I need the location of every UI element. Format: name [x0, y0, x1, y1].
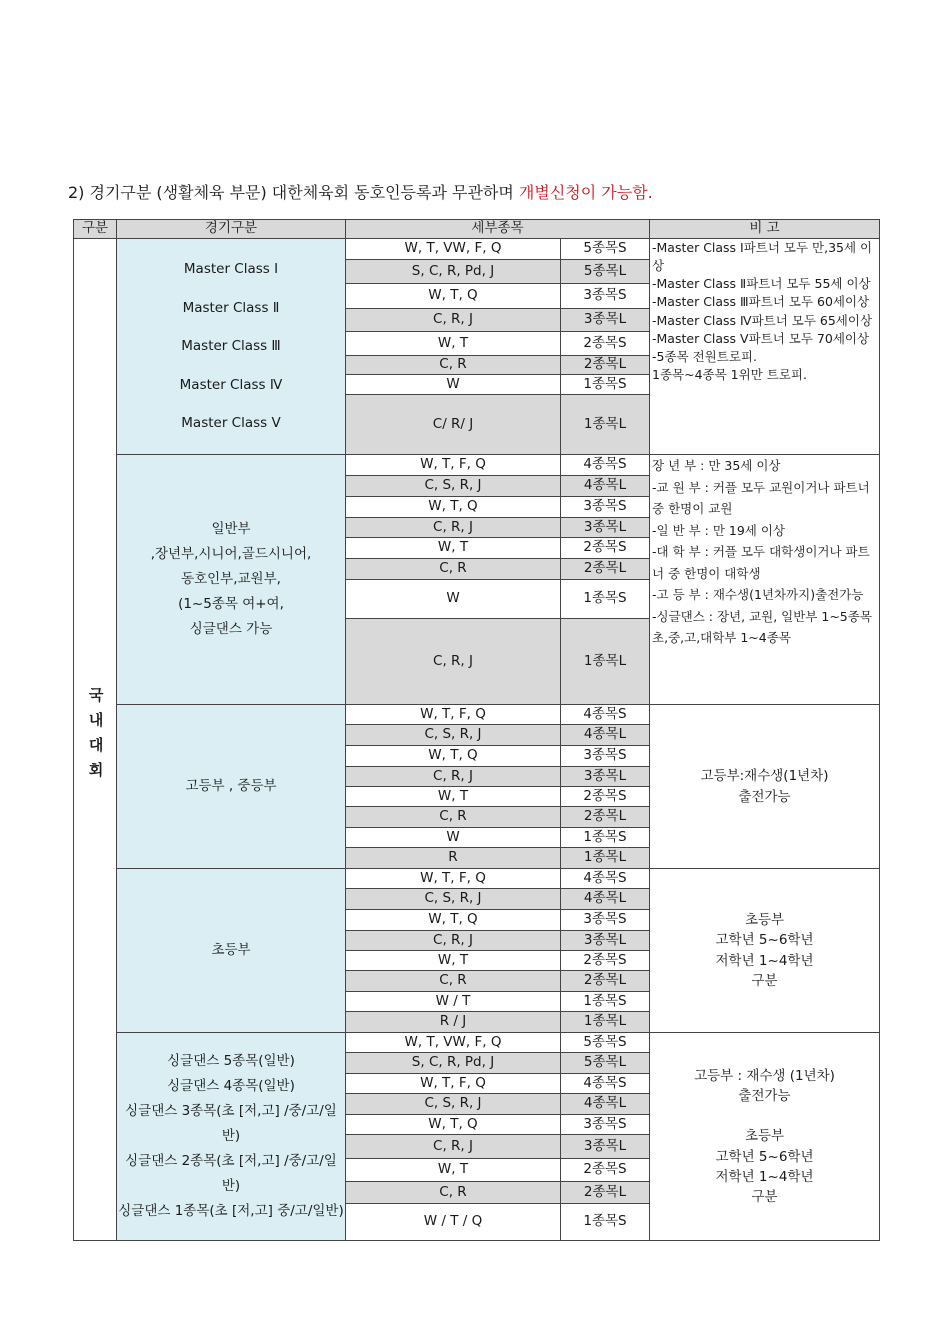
- category-cell: [74, 239, 117, 1241]
- remark-line: -Master Class Ⅲ파트너 모두 60세이상: [652, 294, 870, 310]
- category-label: 국내대회: [86, 687, 105, 788]
- count-cell: 3종목L: [561, 309, 650, 332]
- event-cell: W, T, VW, F, Q: [346, 1033, 561, 1053]
- event-cell: C, R, J: [346, 518, 561, 538]
- remark-line: 고등부 : 재수생 (1년차): [694, 1067, 835, 1084]
- event-cell: C, R: [346, 1182, 561, 1204]
- count-cell: 4종목S: [561, 705, 650, 725]
- count-cell: 2종목S: [561, 538, 650, 559]
- count-cell: 5종목S: [561, 239, 650, 260]
- division-label: 일반부: [211, 521, 251, 538]
- count-cell: 3종목S: [561, 284, 650, 309]
- remark-line: -Master Class Ⅴ파트너 모두 70세이상: [652, 330, 870, 346]
- section-heading: [68, 180, 653, 203]
- division-label: Master Class Ⅳ: [179, 376, 283, 393]
- count-cell: 4종목L: [561, 476, 650, 497]
- count-cell: 1종목L: [561, 848, 650, 869]
- division-cell: [117, 239, 346, 455]
- division-label: 싱글댄스 가능: [189, 620, 273, 637]
- remark-line: 고학년 5~6학년: [715, 932, 814, 949]
- table-row: [74, 1033, 880, 1053]
- event-cell: W, T, Q: [346, 1115, 561, 1135]
- division-label: (1~5종목 여+여,: [178, 595, 284, 612]
- remarks-cell: [650, 1033, 880, 1241]
- remark-line: 고학년 5~6학년: [715, 1148, 814, 1165]
- remark-line: 저학년 1~4학년: [715, 1168, 814, 1185]
- count-cell: 4종목S: [561, 455, 650, 476]
- count-cell: 1종목L: [561, 395, 650, 455]
- event-cell: C/ R/ J: [346, 395, 561, 455]
- event-cell: S, C, R, Pd, J: [346, 260, 561, 284]
- table-row: [74, 705, 880, 725]
- count-cell: 1종목S: [561, 992, 650, 1012]
- event-cell: W, T, Q: [346, 746, 561, 767]
- remark-line: 구분: [751, 1189, 778, 1205]
- event-cell: W, T: [346, 1159, 561, 1182]
- division-cell: [117, 869, 346, 1033]
- heading-highlight: 개별신청이 가능함.: [518, 183, 653, 202]
- table-row: [74, 239, 880, 260]
- spacer: [652, 1106, 877, 1126]
- count-cell: 1종목L: [561, 619, 650, 705]
- division-label: 동호인부,교원부,: [181, 571, 281, 588]
- event-cell: R: [346, 848, 561, 869]
- count-cell: 3종목S: [561, 497, 650, 518]
- division-label: Master Class Ⅲ: [181, 338, 281, 355]
- count-cell: 3종목S: [561, 1115, 650, 1135]
- table-row: [74, 869, 880, 889]
- remark-line: 출전가능: [738, 1088, 791, 1104]
- event-cell: C, S, R, J: [346, 725, 561, 746]
- event-cell: C, R, J: [346, 619, 561, 705]
- event-cell: W, T, F, Q: [346, 455, 561, 476]
- remark-line: 초등부: [744, 1128, 785, 1145]
- event-cell: C, R, J: [346, 309, 561, 332]
- event-cell: C, R: [346, 807, 561, 828]
- remark-line: 1종목~4종목 1위만 트로피.: [652, 366, 807, 382]
- event-cell: W: [346, 375, 561, 395]
- event-cell: W, T, Q: [346, 497, 561, 518]
- division-label: 싱글댄스 3종목(초 [저,고] /중/고/일반): [125, 1103, 337, 1145]
- count-cell: 3종목S: [561, 746, 650, 767]
- count-cell: 1종목S: [561, 580, 650, 619]
- count-cell: 2종목S: [561, 787, 650, 807]
- count-cell: 1종목S: [561, 828, 650, 848]
- count-cell: 4종목L: [561, 725, 650, 746]
- count-cell: 2종목S: [561, 1159, 650, 1182]
- event-cell: C, S, R, J: [346, 1094, 561, 1115]
- event-cell: C, R, J: [346, 1135, 561, 1159]
- remark-line: 출전가능: [738, 788, 791, 805]
- remarks-cell: [650, 455, 880, 705]
- division-label: ,장년부,시니어,골드시니어,: [150, 546, 312, 563]
- event-cell: W, T, F, Q: [346, 1074, 561, 1094]
- remark-line: 구분: [751, 972, 778, 989]
- remark-line: -싱글댄스 : 장년, 교원, 일반부 1~5종목: [652, 608, 872, 624]
- division-label: 싱글댄스 5종목(일반): [167, 1053, 295, 1070]
- remark-line: 고등부:재수생(1년차): [700, 768, 829, 785]
- header-row: [74, 220, 880, 239]
- table-row: [74, 455, 880, 476]
- event-cell: W, T, VW, F, Q: [346, 239, 561, 260]
- event-cell: W, T: [346, 538, 561, 559]
- division-cell: [117, 1033, 346, 1241]
- count-cell: 2종목L: [561, 356, 650, 375]
- count-cell: 2종목L: [561, 971, 650, 992]
- remark-line: -Master Class Ⅳ파트너 모두 65세이상: [652, 312, 873, 328]
- event-cell: W: [346, 828, 561, 848]
- count-cell: 2종목S: [561, 951, 650, 971]
- header-events: 세부종목: [346, 220, 650, 239]
- event-cell: C, R, J: [346, 931, 561, 951]
- remark-line: 초등부: [744, 912, 785, 928]
- heading-text: 2) 경기구분 (생활체육 부문) 대한체육회 동호인등록과 무관하며: [68, 183, 519, 202]
- count-cell: 2종목L: [561, 1182, 650, 1204]
- count-cell: 1종목L: [561, 1012, 650, 1033]
- count-cell: 3종목S: [561, 910, 650, 931]
- event-cell: W / T / Q: [346, 1204, 561, 1241]
- count-cell: 5종목L: [561, 260, 650, 284]
- count-cell: 4종목S: [561, 869, 650, 889]
- remark-line: -대 학 부 : 커플 모두 대학생이거나 파트너 중 한명이 대학생: [652, 544, 870, 581]
- event-cell: C, S, R, J: [346, 476, 561, 497]
- event-cell: W, T, F, Q: [346, 869, 561, 889]
- event-cell: W / T: [346, 992, 561, 1012]
- count-cell: 3종목L: [561, 931, 650, 951]
- event-cell: W, T, F, Q: [346, 705, 561, 725]
- division-label: 초등부: [211, 942, 251, 959]
- event-cell: W, T: [346, 787, 561, 807]
- count-cell: 3종목L: [561, 767, 650, 787]
- event-cell: W: [346, 580, 561, 619]
- count-cell: 1종목S: [561, 1204, 650, 1241]
- header-division: 경기구분: [117, 220, 346, 239]
- event-cell: C, R: [346, 971, 561, 992]
- remarks-cell: [650, 705, 880, 869]
- count-cell: 4종목L: [561, 889, 650, 910]
- count-cell: 5종목S: [561, 1033, 650, 1053]
- count-cell: 4종목S: [561, 1074, 650, 1094]
- event-cell: W, T, Q: [346, 910, 561, 931]
- division-label: 싱글댄스 4종목(일반): [167, 1078, 295, 1095]
- event-cell: C, R, J: [346, 767, 561, 787]
- remark-line: -Master Class Ⅰ파트너 모두 만,35세 이상: [652, 240, 873, 274]
- event-cell: C, S, R, J: [346, 889, 561, 910]
- remark-line: 장 년 부 : 만 35세 이상: [652, 458, 781, 473]
- remark-line: -5종목 전원트로피.: [652, 348, 757, 364]
- event-cell: C, R: [346, 559, 561, 580]
- division-label: 고등부 , 중등부: [185, 778, 277, 795]
- event-cell: R / J: [346, 1012, 561, 1033]
- division-cell: [117, 705, 346, 869]
- event-cell: C, R: [346, 356, 561, 375]
- remarks-cell: [650, 239, 880, 455]
- competition-table: [73, 219, 880, 1241]
- count-cell: 3종목L: [561, 518, 650, 538]
- division-label: Master Class Ⅴ: [181, 415, 281, 432]
- remark-line: -교 원 부 : 커플 모두 교원이거나 파트너 중 한명이 교원: [652, 479, 870, 516]
- header-category: 구분: [74, 220, 117, 239]
- count-cell: 3종목L: [561, 1135, 650, 1159]
- remark-line: -일 반 부 : 만 19세 이상: [652, 522, 786, 538]
- remark-line: -고 등 부 : 재수생(1년차까지)출전가능: [652, 587, 864, 602]
- event-cell: S, C, R, Pd, J: [346, 1053, 561, 1074]
- count-cell: 1종목S: [561, 375, 650, 395]
- remark-line: -Master Class Ⅱ파트너 모두 55세 이상: [652, 276, 871, 292]
- remarks-cell: [650, 869, 880, 1033]
- event-cell: W, T: [346, 332, 561, 356]
- count-cell: 5종목L: [561, 1053, 650, 1074]
- count-cell: 2종목L: [561, 807, 650, 828]
- division-label: Master Class Ⅱ: [182, 299, 280, 316]
- count-cell: 2종목L: [561, 559, 650, 580]
- count-cell: 2종목S: [561, 332, 650, 356]
- division-label: 싱글댄스 2종목(초 [저,고] /중/고/일반): [125, 1152, 337, 1194]
- division-label: 싱글댄스 1종목(초 [저,고] 중/고/일반): [118, 1202, 344, 1219]
- division-label: Master Class Ⅰ: [183, 261, 279, 278]
- header-remarks: 비 고: [650, 220, 880, 239]
- division-cell: [117, 455, 346, 705]
- remark-line: 초,중,고,대학부 1~4종목: [652, 630, 791, 645]
- remark-line: 저학년 1~4학년: [715, 952, 814, 969]
- event-cell: W, T, Q: [346, 284, 561, 309]
- event-cell: W, T: [346, 951, 561, 971]
- count-cell: 4종목L: [561, 1094, 650, 1115]
